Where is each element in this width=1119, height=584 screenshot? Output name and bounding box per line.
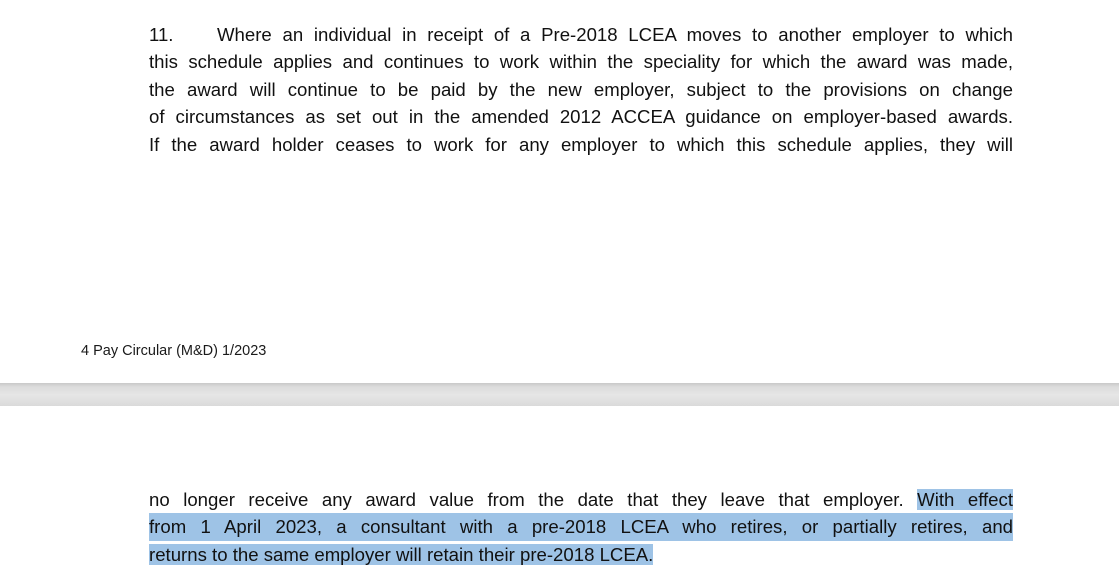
paragraph-number: 11. xyxy=(149,24,174,45)
paragraph-11[interactable] xyxy=(149,21,1013,158)
selected-text[interactable]: returns to the same employer will retain their pre-2018 LCEA. xyxy=(149,543,654,565)
paragraph-line[interactable] xyxy=(149,21,1013,48)
paragraph-11-continued[interactable] xyxy=(149,486,1013,568)
paragraph-line[interactable] xyxy=(149,513,1013,540)
paragraph-line[interactable]: If the award holder ceases to work for any employer to which this schedule applies, they will xyxy=(149,133,1013,155)
paragraph-line[interactable]: of circumstances as set out in the amended 2012 ACCEA guidance on employer-based awards. xyxy=(149,106,1013,128)
paragraph-text[interactable]: no longer receive any award value from the date that they leave that employer. xyxy=(149,489,918,510)
paragraph-line[interactable]: this schedule applies and continues to work within the speciality for which the award was made, xyxy=(149,51,1013,73)
selected-text[interactable]: from 1 April 2023, a consultant with a pre-2018 LCEA who retires, or partially retires, and xyxy=(149,513,1013,540)
paragraph-line[interactable]: the award will continue to be paid by the new employer, subject to the provisions on change xyxy=(149,78,1013,100)
paragraph-text[interactable]: Where an individual in receipt of a Pre-2018 LCEA moves to another employer to which xyxy=(217,24,1013,45)
paragraph-line[interactable] xyxy=(149,541,1013,568)
page-separator xyxy=(0,383,1119,406)
paragraph-line[interactable] xyxy=(149,486,1013,513)
page-footer: 4 Pay Circular (M&D) 1/2023 xyxy=(81,343,267,359)
selected-text[interactable]: With effect xyxy=(917,489,1013,510)
